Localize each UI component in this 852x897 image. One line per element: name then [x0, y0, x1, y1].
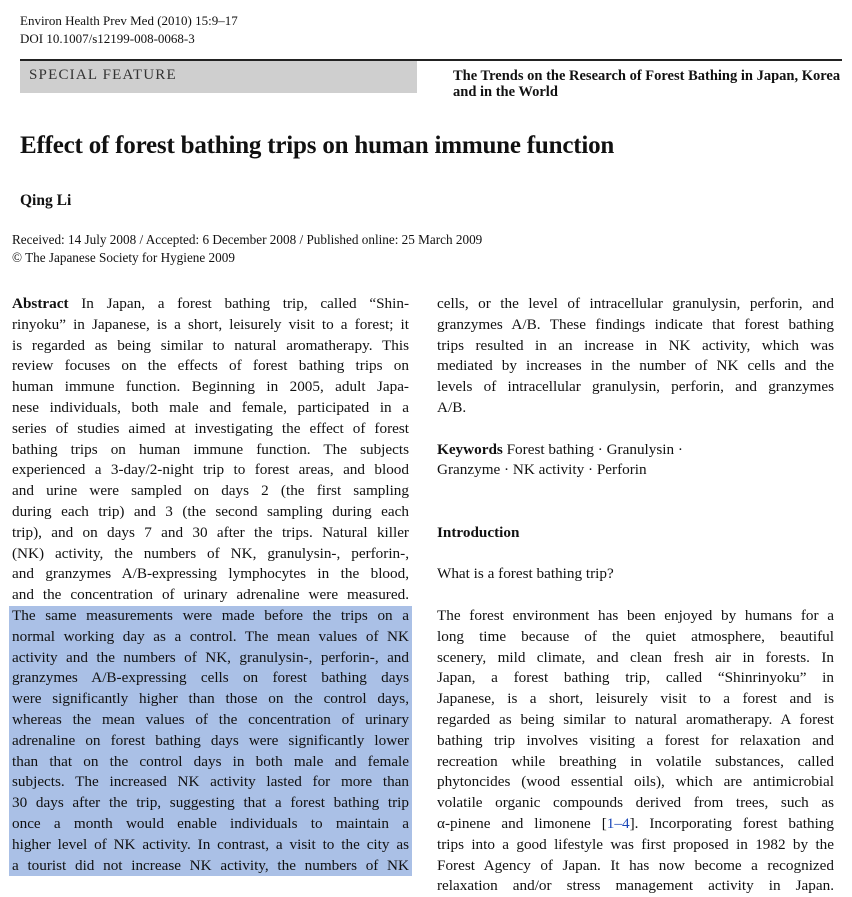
intro-line: recreation while breathing in volatile substances, called [437, 752, 834, 770]
abstract-line: rinyoku” in Japanese, is a short, leisurely visit to a forest; it [12, 315, 409, 333]
abstract-line: and the concentration of urinary adrenaline were measured. [12, 586, 409, 604]
abstract-line[interactable]: higher level of NK activity. In contrast, a visit to the city as [12, 835, 409, 853]
introduction-heading: Introduction [437, 523, 520, 541]
right-column [437, 294, 834, 897]
dates-line: Received: 14 July 2008 / Accepted: 6 December 2008 / Published online: 25 March 2009 [12, 232, 483, 247]
subsection-question: What is a forest bathing trip? [437, 565, 614, 583]
intro-line: bathing trip involves visiting a forest for relaxation and [437, 731, 834, 749]
publication-info [12, 231, 482, 267]
abstract-line: is regarded as being similar to natural aromatherapy. This [12, 336, 409, 354]
abstract-line[interactable]: 30 days after the trip, suggesting that a forest bathing trip [12, 794, 409, 812]
abstract-continued-line: mediated by increases in the number of NK cells and the [437, 357, 834, 375]
abstract-line[interactable]: granzymes A/B-expressing cells on forest bathing days [12, 669, 409, 687]
abstract-line[interactable]: were significantly higher than those on the control days, [12, 690, 409, 708]
copyright-line: © The Japanese Society for Hygiene 2009 [12, 250, 235, 265]
abstract-line: series of studies aimed at investigating the effect of forest [12, 419, 409, 437]
abstract-continued-line: trips resulted in an increase in NK activity, which was [437, 336, 834, 354]
abstract-line: bathing trips on human immune function. The subjects [12, 440, 409, 458]
abstract-continued-line: cells, or the level of intracellular granulysin, perforin, and [437, 295, 834, 312]
abstract-line[interactable]: whereas the mean values of the concentration of urinary [12, 710, 409, 728]
abstract-line[interactable]: a tourist did not increase NK activity, the numbers of NK [12, 856, 409, 874]
abstract-line[interactable]: once a month would enable individuals to maintain a [12, 814, 409, 832]
intro-line: volatile organic compounds derived from trees, such as [437, 794, 834, 812]
abstract-line: nese individuals, both male and female, participated in a [12, 398, 409, 416]
abstract-line: experienced a 3-day/2-night trip to forest areas, and blood [12, 461, 409, 479]
article-title: Effect of forest bathing trips on human immune function [20, 132, 615, 159]
intro-line: trips into a good lifestyle was first proposed in 1982 by the [437, 835, 834, 853]
keywords-heading: Keywords [437, 440, 503, 458]
abstract-line[interactable]: adrenaline on forest bathing days were significantly lower [12, 731, 409, 749]
abstract-heading: Abstract [12, 295, 69, 312]
abstract-line [12, 294, 409, 315]
highlighted-selection[interactable] [9, 606, 412, 876]
special-feature-label: SPECIAL FEATURE [29, 67, 177, 83]
abstract-line[interactable]: activity and the numbers of NK, granulysin-, perforin-, and [12, 648, 409, 666]
abstract-line: human immune function. Beginning in 2005, adult Japa- [12, 378, 409, 396]
doi: DOI 10.1007/s12199-008-0068-3 [20, 31, 195, 46]
journal-header [20, 12, 238, 48]
intro-line: The forest environment has been enjoyed by humans for a [437, 606, 834, 624]
abstract-line[interactable]: The same measurements were made before the trips on a [12, 606, 409, 624]
keywords-first: Forest bathing · Granulysin · [502, 440, 683, 458]
abstract-line: and granzymes A/B-expressing lymphocytes in the blood, [12, 565, 409, 583]
intro-line: long time because of the quiet atmosphere, beautiful [437, 627, 834, 645]
abstract-line: (NK) activity, the numbers of NK, granulysin-, perforin-, [12, 544, 409, 562]
intro-line: Japanese, is a short, leisurely visit to a forest and is [437, 690, 834, 708]
series-title: The Trends on the Research of Forest Bathing in Japan, Korea and in the World [453, 68, 841, 100]
keywords-line: Granzyme · NK activity · Perforin [437, 461, 647, 479]
author: Qing Li [20, 192, 72, 209]
abstract-line: review focuses on the effects of forest bathing trips on [12, 357, 409, 375]
intro-line: phytoncides (wood essential oils), which are antimicrobial [437, 773, 834, 791]
intro-line: Forest Agency of Japan. It has now become a recognized [437, 856, 834, 874]
intro-line: regarded as being similar to natural aromatherapy. A forest [437, 710, 834, 728]
intro-line: Japan, a forest bathing trip, called “Shinrinyoku” in [437, 669, 834, 687]
intro-line-cut: relaxation and/or stress management activity in Japan. [437, 877, 834, 895]
abstract-line: during each trip) and 3 (the second sampling during each [12, 502, 409, 520]
abstract-continued-line: A/B. [437, 398, 467, 416]
abstract-continued-line: granzymes A/B. These findings indicate that forest bathing [437, 315, 834, 333]
keywords-line [437, 440, 834, 461]
intro-line: scenery, mild climate, and clean fresh air in forests. In [437, 648, 834, 666]
reference-link[interactable]: 1–4 [606, 814, 630, 832]
journal-citation: Environ Health Prev Med (2010) 15:9–17 [20, 13, 238, 28]
abstract-line[interactable]: subjects. The increased NK activity lasted for more than [12, 773, 409, 791]
abstract-continued-line: levels of intracellular granulysin, perforin, and granzymes [437, 378, 834, 396]
abstract-line: trip), and on days 7 and 30 after the trips. Natural killer [12, 523, 409, 541]
intro-line-with-reference: α-pinene and limonene [1–4]. Incorporating forest bathing [437, 814, 834, 832]
abstract-line[interactable]: than that on the control days in both male and female [12, 752, 409, 770]
abstract-column [12, 294, 409, 876]
abstract-line: and urine were sampled on days 2 (the first sampling [12, 482, 409, 500]
abstract-line[interactable]: normal working day as a control. The mean values of NK [12, 627, 409, 645]
abstract-first-text: In Japan, a forest bathing trip, called “Shin- [68, 295, 409, 312]
special-feature-box [20, 61, 417, 93]
